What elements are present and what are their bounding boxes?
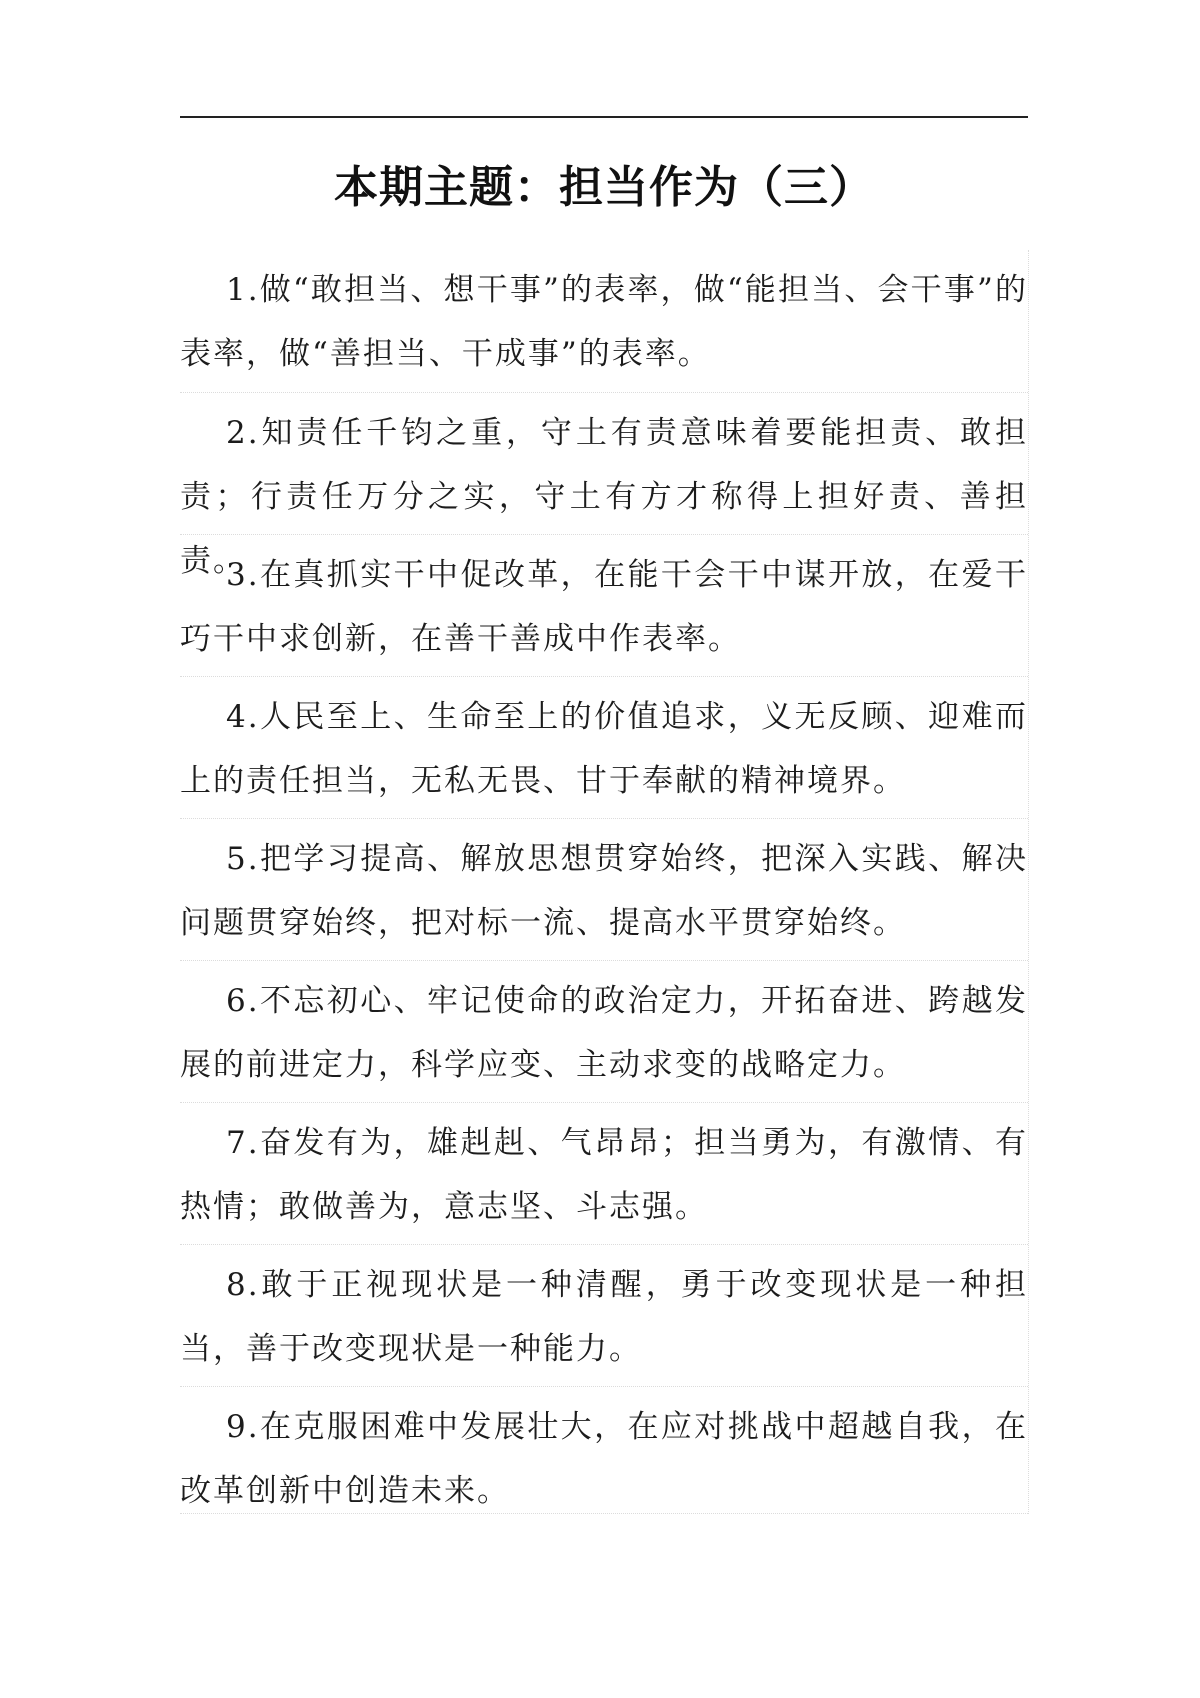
list-item <box>180 818 1028 960</box>
list-item-text: 7.奋发有为，雄赳赳、气昂昂；担当勇为，有激情、有热情；敢做善为，意志坚、斗志强。 <box>180 1125 1028 1225</box>
list-item <box>180 676 1028 818</box>
list-item-text: 3.在真抓实干中促改革，在能干会干中谋开放，在爱干巧干中求创新，在善干善成中作表率。 <box>180 557 1028 657</box>
list-item <box>180 1244 1028 1386</box>
list-item <box>180 1102 1028 1244</box>
list-item-text: 9.在克服困难中发展壮大，在应对挑战中超越自我，在改革创新中创造未来。 <box>180 1409 1028 1509</box>
list-item-text: 2.知责任千钧之重，守土有责意味着要能担责、敢担责；行责任万分之实，守土有方才称得上担好责、善担责。 <box>180 415 1028 579</box>
list-item <box>180 250 1028 392</box>
item-list <box>180 250 1029 1514</box>
list-item-text: 6.不忘初心、牢记使命的政治定力，开拓奋进、跨越发展的前进定力，科学应变、主动求变的战略定力。 <box>180 983 1028 1083</box>
list-item <box>180 534 1028 676</box>
list-item-text: 4.人民至上、生命至上的价值追求，义无反顾、迎难而上的责任担当，无私无畏、甘于奉献的精神境界。 <box>180 699 1028 799</box>
list-item <box>180 392 1028 579</box>
header-rule <box>180 116 1028 118</box>
list-item <box>180 1386 1028 1514</box>
list-item-text: 5.把学习提高、解放思想贯穿始终，把深入实践、解决问题贯穿始终，把对标一流、提高水平贯穿始终。 <box>180 841 1028 941</box>
page-title: 本期主题：担当作为（三） <box>334 162 874 213</box>
list-item-text: 8.敢于正视现状是一种清醒，勇于改变现状是一种担当，善于改变现状是一种能力。 <box>180 1267 1028 1367</box>
list-item-text: 1.做“敢担当、想干事”的表率，做“能担当、会干事”的表率，做“善担当、干成事”的表率。 <box>180 272 1028 372</box>
list-item <box>180 960 1028 1102</box>
